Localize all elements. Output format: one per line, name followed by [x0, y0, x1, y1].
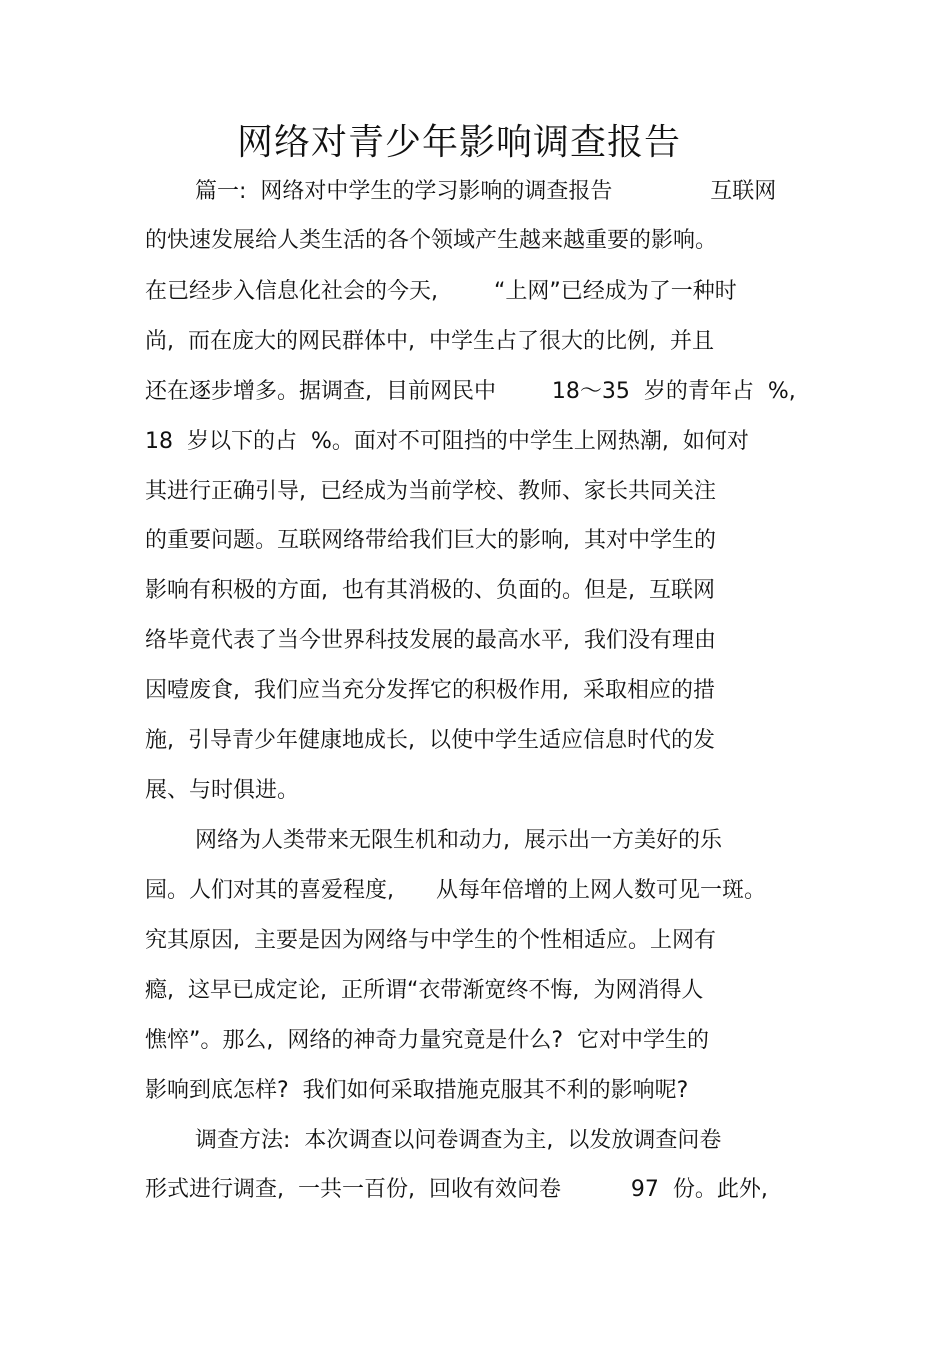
- paragraph-line: 调查方法: 本次调查以问卷调查为主, 以发放调查问卷: [195, 1128, 722, 1153]
- paragraph-line: 瘾, 这早已成定论, 正所谓“衣带渐宽终不悔, 为网消得人: [145, 978, 704, 1003]
- paragraph-line: 尚, 而在庞大的网民群体中, 中学生占了很大的比例, 并且: [145, 329, 714, 354]
- document-title: 网络对青少年影响调查报告: [236, 122, 681, 163]
- paragraph-line: 究其原因, 主要是因为网络与中学生的个性相适应。上网有: [145, 928, 716, 953]
- paragraph-line: 还在逐步增多。据调查, 目前网民中 18～35 岁的青年占 %,: [145, 379, 796, 404]
- paragraph-line: 络毕竟代表了当今世界科技发展的最高水平, 我们没有理由: [145, 628, 716, 653]
- paragraph-line: 展、与时俱进。: [145, 778, 300, 803]
- paragraph-line: 其进行正确引导, 已经成为当前学校、教师、家长共同关注: [145, 479, 716, 504]
- paragraph-line: 园。人们对其的喜爱程度, 从每年倍增的上网人数可见一斑。: [145, 878, 766, 903]
- paragraph-line: 网络为人类带来无限生机和动力, 展示出一方美好的乐: [195, 828, 722, 853]
- paragraph-line: 18 岁以下的占 %。面对不可阻挡的中学生上网热潮, 如何对: [145, 429, 749, 454]
- paragraph-line: 施, 引导青少年健康地成长, 以使中学生适应信息时代的发: [145, 728, 715, 753]
- paragraph-line: 的重要问题。互联网络带给我们巨大的影响, 其对中学生的: [145, 528, 716, 553]
- paragraph-line: 的快速发展给人类生活的各个领域产生越来越重要的影响。: [145, 228, 718, 253]
- paragraph-line: 影响有积极的方面, 也有其消极的、负面的。但是, 互联网: [145, 578, 715, 603]
- paragraph-line: 因噎废食, 我们应当充分发挥它的积极作用, 采取相应的措: [145, 678, 715, 703]
- paragraph-line: 在已经步入信息化社会的今天, “上网”已经成为了一种时: [145, 279, 737, 304]
- paragraph-line: 影响到底怎样? 我们如何采取措施克服其不利的影响呢?: [145, 1078, 689, 1103]
- paragraph-line: 憔悴”。那么, 网络的神奇力量究竟是什么? 它对中学生的: [145, 1028, 710, 1053]
- paragraph-line: 形式进行调查, 一共一百份, 回收有效问卷 97 份。此外,: [145, 1177, 768, 1202]
- paragraph-line: 篇一: 网络对中学生的学习影响的调查报告 互联网: [195, 179, 777, 204]
